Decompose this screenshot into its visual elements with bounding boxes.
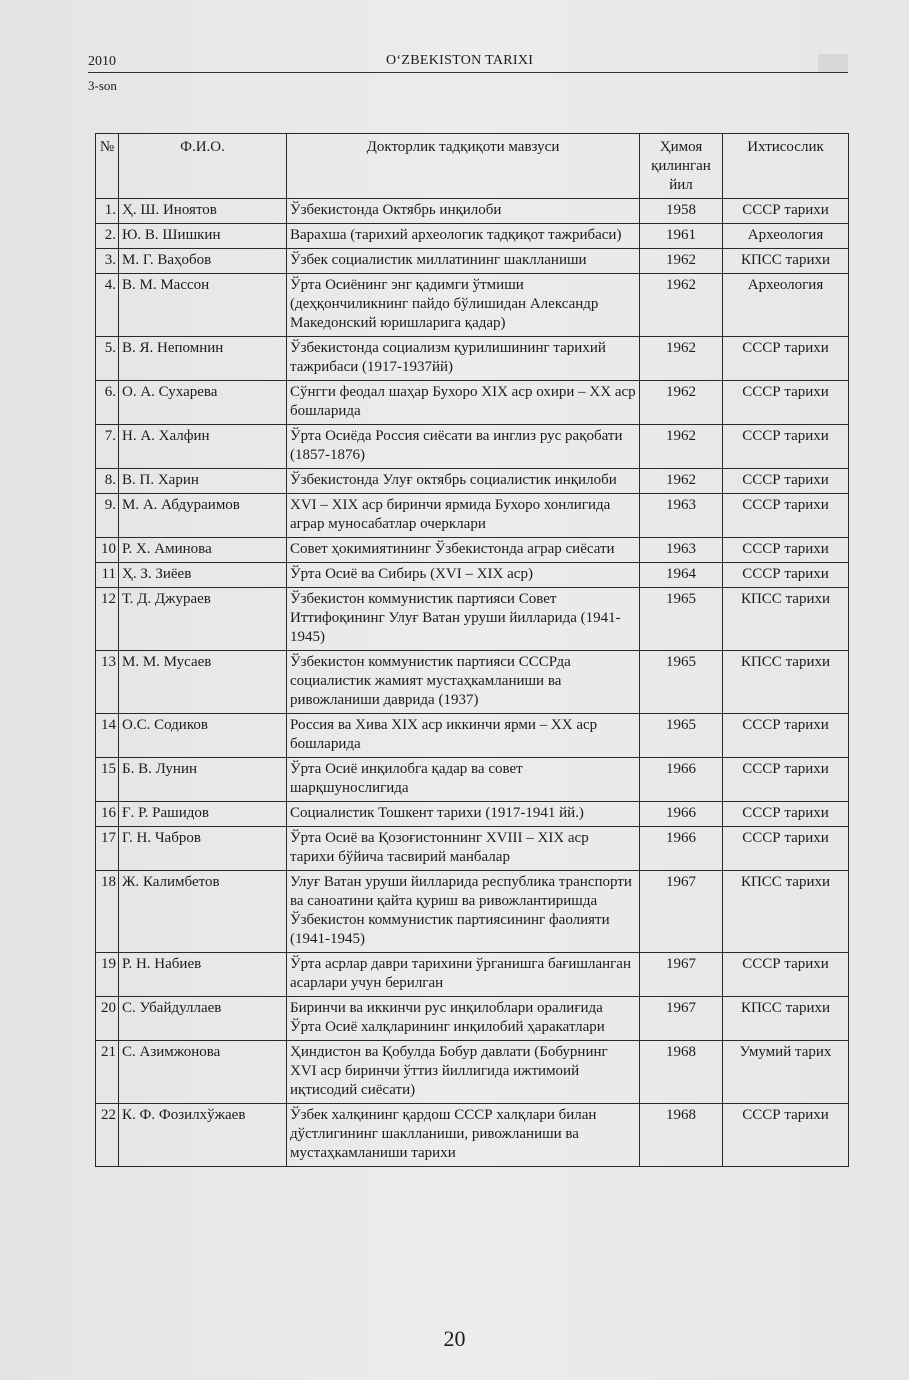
defense-year-cell: 1961 (640, 224, 723, 249)
dissertation-topic-cell: Сўнгги феодал шаҳар Бухоро XIX аср охири – XX аср бошларида (287, 381, 640, 425)
header-tab-mark (818, 54, 848, 72)
specialty-cell: СССР тарихи (723, 827, 849, 871)
defense-year-cell: 1965 (640, 714, 723, 758)
dissertation-topic-cell: Ўрта Осиё ва Қозоғистоннинг XVIII – XIX аср тарихи бўйича тасвирий манбалар (287, 827, 640, 871)
table-row (96, 1041, 849, 1104)
dissertation-topic-cell: Ўрта Осиё инқилобга қадар ва совет шарқшунослигида (287, 758, 640, 802)
person-name-cell: Ҳ. Ш. Иноятов (119, 199, 287, 224)
dissertation-topic-cell: Ўрта Осиёда Россия сиёсати ва инглиз рус рақобати (1857-1876) (287, 425, 640, 469)
person-name-cell: В. Я. Непомнин (119, 337, 287, 381)
defense-year-cell: 1963 (640, 494, 723, 538)
specialty-cell: СССР тарихи (723, 494, 849, 538)
row-number-cell: 18 (96, 871, 119, 953)
defense-year-cell: 1965 (640, 651, 723, 714)
defense-year-cell: 1967 (640, 871, 723, 953)
dissertation-topic-cell: Биринчи ва иккинчи рус инқилоблари оралиғида Ўрта Осиё халқларининг инқилобий ҳаракатлари (287, 997, 640, 1041)
person-name-cell: Ж. Калимбетов (119, 871, 287, 953)
specialty-cell: СССР тарихи (723, 758, 849, 802)
row-number-cell: 9. (96, 494, 119, 538)
row-number-cell: 11 (96, 563, 119, 588)
defense-year-cell: 1964 (640, 563, 723, 588)
row-number-cell: 16 (96, 802, 119, 827)
dissertation-topic-cell: Ўрта Осиёнинг энг қадимги ўтмиши (деҳқончиликнинг пайдо бўлишидан Александр Македонский юришларига қадар) (287, 274, 640, 337)
dissertation-topic-cell: Ўрта асрлар даври тарихини ўрганишга бағишланган асарлари учун берилган (287, 953, 640, 997)
dissertation-topic-cell: Ўзбекистон коммунистик партияси Совет Иттифоқининг Улуғ Ватан уруши йилларида (1941-1945) (287, 588, 640, 651)
table-row (96, 871, 849, 953)
table-row (96, 337, 849, 381)
person-name-cell: Ю. В. Шишкин (119, 224, 287, 249)
specialty-cell: КПСС тарихи (723, 249, 849, 274)
table-row (96, 469, 849, 494)
defense-year-cell: 1962 (640, 381, 723, 425)
table-row (96, 1104, 849, 1167)
header-year: 2010 (88, 54, 116, 69)
person-name-cell: М. А. Абдураимов (119, 494, 287, 538)
dissertation-topic-cell: Варахша (тарихий археологик тадқиқот тажрибаси) (287, 224, 640, 249)
table-row (96, 224, 849, 249)
dissertation-topic-cell: Социалистик Тошкент тарихи (1917-1941 йй.) (287, 802, 640, 827)
dissertation-topic-cell: XVI – XIX аср биринчи ярмида Бухоро хонлигида аграр муносабатлар очерклари (287, 494, 640, 538)
person-name-cell: М. Г. Ваҳобов (119, 249, 287, 274)
defense-year-cell: 1962 (640, 425, 723, 469)
person-name-cell: Р. Х. Аминова (119, 538, 287, 563)
person-name-cell: В. М. Массон (119, 274, 287, 337)
specialty-cell: СССР тарихи (723, 563, 849, 588)
person-name-cell: В. П. Харин (119, 469, 287, 494)
row-number-cell: 15 (96, 758, 119, 802)
row-number-cell: 19 (96, 953, 119, 997)
table-row (96, 425, 849, 469)
row-number-cell: 17 (96, 827, 119, 871)
defense-year-cell: 1966 (640, 758, 723, 802)
defense-year-cell: 1968 (640, 1041, 723, 1104)
row-number-cell: 20 (96, 997, 119, 1041)
specialty-cell: КПСС тарихи (723, 871, 849, 953)
row-number-cell: 22 (96, 1104, 119, 1167)
specialty-cell: СССР тарихи (723, 802, 849, 827)
table-row (96, 563, 849, 588)
dissertation-topic-cell: Ўзбек халқининг қардош СССР халқлари билан дўстлигининг шаклланиши, ривожланиши ва мустаҳкамланиши тарихи (287, 1104, 640, 1167)
row-number-cell: 3. (96, 249, 119, 274)
specialty-cell: СССР тарихи (723, 714, 849, 758)
person-name-cell: Н. А. Халфин (119, 425, 287, 469)
dissertation-topic-cell: Россия ва Хива XIX аср иккинчи ярми – XX аср бошларида (287, 714, 640, 758)
row-number-cell: 5. (96, 337, 119, 381)
table-row (96, 997, 849, 1041)
defense-year-cell: 1962 (640, 469, 723, 494)
person-name-cell: К. Ф. Фозилхўжаев (119, 1104, 287, 1167)
specialty-cell: СССР тарихи (723, 425, 849, 469)
defense-year-cell: 1962 (640, 337, 723, 381)
person-name-cell: О.С. Содиков (119, 714, 287, 758)
dissertation-topic-cell: Улуғ Ватан уруши йилларида республика транспорти ва саноатини қайта қуриш ва ривожлантиришда Ўзбекистон коммунистик партиясининг фаолияти (1941-1945) (287, 871, 640, 953)
person-name-cell: Р. Н. Набиев (119, 953, 287, 997)
specialty-cell: СССР тарихи (723, 538, 849, 563)
person-name-cell: С. Азимжонова (119, 1041, 287, 1104)
person-name-cell: Т. Д. Джураев (119, 588, 287, 651)
row-number-cell: 10 (96, 538, 119, 563)
journal-title: O‘ZBEKISTON TARIXI (386, 53, 534, 68)
dissertation-topic-cell: Совет ҳокимиятининг Ўзбекистонда аграр сиёсати (287, 538, 640, 563)
specialty-cell: КПСС тарихи (723, 588, 849, 651)
person-name-cell: Ғ. Р. Рашидов (119, 802, 287, 827)
dissertation-topic-cell: Ўрта Осиё ва Сибирь (XVI – XIX аср) (287, 563, 640, 588)
column-header-name: Ф.И.О. (119, 134, 287, 199)
column-header-number: № (96, 134, 119, 199)
table-row (96, 953, 849, 997)
issue-number: 3-son (88, 78, 117, 93)
table-row (96, 802, 849, 827)
defense-year-cell: 1966 (640, 827, 723, 871)
person-name-cell: Г. Н. Чабров (119, 827, 287, 871)
specialty-cell: СССР тарихи (723, 199, 849, 224)
dissertation-topic-cell: Ўзбекистонда социализм қурилишининг тарихий тажрибаси (1917-1937йй) (287, 337, 640, 381)
person-name-cell: М. М. Мусаев (119, 651, 287, 714)
specialty-cell: СССР тарихи (723, 337, 849, 381)
dissertations-table (95, 133, 849, 1167)
specialty-cell: Умумий тарих (723, 1041, 849, 1104)
page-number: 20 (443, 1326, 466, 1351)
dissertation-topic-cell: Ҳиндистон ва Қобулда Бобур давлати (Бобурнинг XVI аср биринчи ўттиз йиллигида ижтимоий иқтисодий сиёсати) (287, 1041, 640, 1104)
specialty-cell: СССР тарихи (723, 953, 849, 997)
row-number-cell: 12 (96, 588, 119, 651)
defense-year-cell: 1967 (640, 997, 723, 1041)
defense-year-cell: 1967 (640, 953, 723, 997)
dissertation-topic-cell: Ўзбекистон коммунистик партияси СССРда социалистик жамият мустаҳкамланиши ва ривожланиши даврида (1937) (287, 651, 640, 714)
table-row (96, 827, 849, 871)
dissertation-topic-cell: Ўзбек социалистик миллатининг шаклланиши (287, 249, 640, 274)
table-header-row (96, 134, 849, 199)
table-row (96, 274, 849, 337)
specialty-cell: КПСС тарихи (723, 651, 849, 714)
defense-year-cell: 1966 (640, 802, 723, 827)
specialty-cell: СССР тарихи (723, 469, 849, 494)
defense-year-cell: 1962 (640, 249, 723, 274)
person-name-cell: С. Убайдуллаев (119, 997, 287, 1041)
defense-year-cell: 1962 (640, 274, 723, 337)
column-header-year: Ҳимоя қилинган йил (640, 134, 723, 199)
table-row (96, 651, 849, 714)
row-number-cell: 21 (96, 1041, 119, 1104)
specialty-cell: СССР тарихи (723, 381, 849, 425)
person-name-cell: Ҳ. З. Зиёев (119, 563, 287, 588)
dissertation-topic-cell: Ўзбекистонда Улуғ октябрь социалистик инқилоби (287, 469, 640, 494)
specialty-cell: Археология (723, 274, 849, 337)
row-number-cell: 6. (96, 381, 119, 425)
row-number-cell: 4. (96, 274, 119, 337)
specialty-cell: Археология (723, 224, 849, 249)
defense-year-cell: 1965 (640, 588, 723, 651)
row-number-cell: 2. (96, 224, 119, 249)
person-name-cell: Б. В. Лунин (119, 758, 287, 802)
defense-year-cell: 1958 (640, 199, 723, 224)
table-row (96, 714, 849, 758)
table-row (96, 249, 849, 274)
row-number-cell: 1. (96, 199, 119, 224)
table-row (96, 538, 849, 563)
row-number-cell: 13 (96, 651, 119, 714)
table-row (96, 758, 849, 802)
row-number-cell: 7. (96, 425, 119, 469)
row-number-cell: 8. (96, 469, 119, 494)
table-row (96, 588, 849, 651)
dissertation-topic-cell: Ўзбекистонда Октябрь инқилоби (287, 199, 640, 224)
table-body (96, 199, 849, 1167)
column-header-topic: Докторлик тадқиқоти мавзуси (287, 134, 640, 199)
table-row (96, 381, 849, 425)
column-header-specialty: Ихтисослик (723, 134, 849, 199)
table-row (96, 199, 849, 224)
defense-year-cell: 1963 (640, 538, 723, 563)
header-rule (88, 72, 848, 73)
specialty-cell: КПСС тарихи (723, 997, 849, 1041)
specialty-cell: СССР тарихи (723, 1104, 849, 1167)
person-name-cell: О. А. Сухарева (119, 381, 287, 425)
table-row (96, 494, 849, 538)
defense-year-cell: 1968 (640, 1104, 723, 1167)
row-number-cell: 14 (96, 714, 119, 758)
